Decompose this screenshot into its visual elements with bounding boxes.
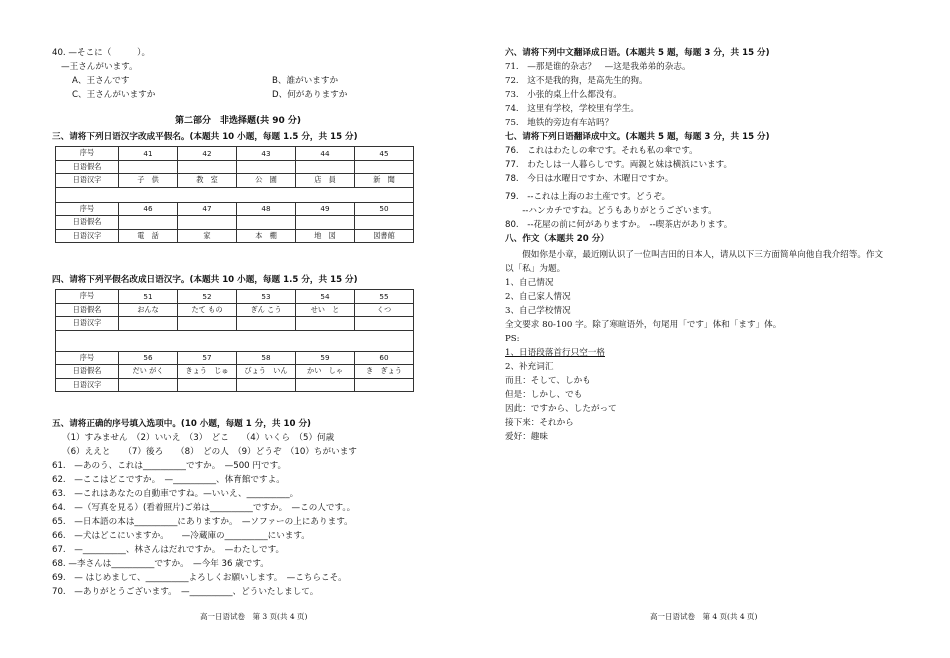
kana-cell: ぎん こう [237,303,296,317]
essay-item-3: 3、自己学校情况 [505,306,571,316]
essay-prompt-line2: 以「私」为题。 [505,264,566,274]
vocab-therefore: 因此：ですから、したがって [505,404,617,414]
question-76: 76. これはわたしの傘です。それも私の傘です。 [505,146,698,156]
question-number: 54 [296,290,355,304]
sec3-title: 三、请将下列日语汉字改成平假名。(本题共 10 小题，每题 1.5 分，共 15 分) [52,132,358,142]
row-label: 日语假名 [56,216,119,230]
answer-cell[interactable] [178,160,237,174]
question-number: 44 [296,147,355,161]
vocab-and: 而且：そして、しかも [505,376,591,386]
ps-label: PS: [505,334,520,344]
ps-note-1 [505,347,605,359]
question-79-line1: 79. --これは上海のお土産です。どうぞ。 [505,192,671,202]
question-64: 64. —（写真を見る）(看着照片)ご弟は__________ですか。 —この人です。。 [52,503,356,513]
question-78: 78. 今日は水曜日ですか、木曜日ですか。 [505,174,674,184]
question-number: 41 [119,147,178,161]
essay-prompt-line1: 假如你是小章，最近刚认识了一位叫吉田的日本人，请从以下三方面简单向他自我介绍等。作文 [505,250,884,260]
question-number: 46 [119,202,178,216]
row-label: 序号 [56,202,119,216]
question-66: 66. —犬はどこにいますか。 —冷蔵庫の__________にいます。 [52,531,310,541]
question-number: 53 [237,290,296,304]
row-label: 序号 [56,290,119,304]
answer-cell[interactable] [178,378,237,392]
sec5-options-2: （6）ええと （7）後ろ （8） どの人 （9）どうぞ （10）ちがいます [62,447,357,457]
answer-cell[interactable] [296,317,355,331]
answer-cell[interactable] [237,216,296,230]
essay-requirement: 全文要求 80-100 字。除了寒暄语外，句尾用「です」体和「ます」体。 [505,320,782,330]
answer-cell[interactable] [355,378,414,392]
kanji-cell: 教 室 [178,174,237,188]
vocab-next: 接下来：それから [505,418,574,428]
vocab-hobby: 爱好：趣味 [505,432,548,442]
question-number: 43 [237,147,296,161]
sec5-options-1: （1）すみません （2）いいえ （3） どこ （4）いくら （5）何歳 [62,433,335,443]
question-number: 52 [178,290,237,304]
kanji-cell: 電 話 [119,229,178,243]
sec5-title: 五、请将正确的序号填入选项中。(10 小题，每题 1 分，共 10 分) [52,419,311,429]
kanji-cell: 図書館 [355,229,414,243]
q40-option-a: A、王さんです [72,76,130,86]
part2-title: 第二部分 非选择题(共 90 分) [175,116,302,126]
kana-cell: たて もの [178,303,237,317]
question-number: 57 [178,351,237,365]
row-label: 日语汉字 [56,229,119,243]
question-62: 62. —ここはどこですか。 —__________、体育館ですよ。 [52,475,285,485]
answer-cell[interactable] [237,378,296,392]
question-number: 50 [355,202,414,216]
question-65: 65. —日本語の本は__________にありますか。 —ソファーの上にあります。 [52,517,353,527]
question-number: 45 [355,147,414,161]
row-label: 日语汉字 [56,317,119,331]
essay-item-1: 1、自己情况 [505,278,554,288]
row-label: 序号 [56,351,119,365]
answer-cell[interactable] [178,317,237,331]
ps-note-1-text: 1、日语段落首行只空一格 [505,348,605,358]
sec6-title: 六、请将下列中文翻译成日语。(本题共 5 题，每题 3 分，共 15 分) [505,48,770,58]
answer-cell[interactable] [355,160,414,174]
question-number: 42 [178,147,237,161]
question-number: 49 [296,202,355,216]
q40-option-c: C、王さんがいますか [72,90,156,100]
kanji-cell: 子 供 [119,174,178,188]
kanji-cell: 地 図 [296,229,355,243]
kana-cell: びょう いん [237,365,296,379]
question-72: 72. 这不是我的狗，是高先生的狗。 [505,76,648,86]
question-68: 68. —李さんは__________ですか。 —今年 36 歳です。 [52,559,269,569]
answer-cell[interactable] [119,160,178,174]
sec4-title: 四、请将下列平假名改成日语汉字。(本题共 10 小题，每题 1.5 分，共 15 分) [52,275,358,285]
row-label: 日语汉字 [56,378,119,392]
question-number: 48 [237,202,296,216]
question-63: 63. —これはあなたの自動車ですね。—いいえ、__________。 [52,489,299,499]
row-label: 序号 [56,147,119,161]
exam-page-4 [475,0,950,658]
q40-option-d: D、何がありますか [272,90,348,100]
row-label: 日语汉字 [56,174,119,188]
question-70: 70. —ありがとうございます。 —__________、どういたしまして。 [52,587,319,597]
row-label: 日语假名 [56,160,119,174]
q40-option-b: B、誰がいますか [272,76,339,86]
answer-cell[interactable] [237,160,296,174]
kana-cell: だい がく [119,365,178,379]
ps-note-2: 2、补充词汇 [505,362,554,372]
question-67: 67. —__________、林さんはだれですか。 —わたしです。 [52,545,285,555]
question-number: 59 [296,351,355,365]
sec7-title: 七、请将下列日语翻译成中文。(本题共 5 题，每题 3 分，共 15 分) [505,132,770,142]
kanji-cell: 新 聞 [355,174,414,188]
kanji-cell: 家 [178,229,237,243]
question-77: 77. わたしは一人暮らしです。両親と妹は横浜にいます。 [505,160,733,170]
essay-item-2: 2、自己家人情况 [505,292,571,302]
answer-cell[interactable] [119,317,178,331]
question-75: 75. 地铁的旁边有车站吗？ [505,118,614,128]
page-footer: 高一日语试卷 第 4 页(共 4 页) [650,612,758,621]
question-number: 58 [237,351,296,365]
question-number: 51 [119,290,178,304]
answer-cell[interactable] [296,216,355,230]
kana-cell: くつ [355,303,414,317]
kanji-cell: 本 棚 [237,229,296,243]
sec3-table [55,146,414,243]
kana-cell: せい と [296,303,355,317]
question-79-line2: --ハンカチですね。どうもありがとうございます。 [505,206,717,216]
question-number: 60 [355,351,414,365]
answer-cell[interactable] [119,378,178,392]
answer-cell[interactable] [355,216,414,230]
row-label: 日语假名 [56,365,119,379]
question-73: 73. 小张的桌上什么都没有。 [505,90,622,100]
kanji-cell: 店 員 [296,174,355,188]
row-label: 日语假名 [56,303,119,317]
question-number: 55 [355,290,414,304]
vocab-but: 但是：しかし、でも [505,390,583,400]
question-61: 61. —あのう、これは__________ですか。 —500 円です。 [52,461,287,471]
kana-cell: かい しゃ [296,365,355,379]
kana-cell: きょう じゅ [178,365,237,379]
question-80: 80. --花屋の前に何がありますか。 --喫茶店があります。 [505,220,733,230]
question-number: 56 [119,351,178,365]
kanji-cell: 公 園 [237,174,296,188]
answer-cell[interactable] [296,160,355,174]
question-71: 71. —那是谁的杂志？ —这是我弟弟的杂志。 [505,62,691,72]
answer-cell[interactable] [296,378,355,392]
question-69: 69. — はじめまして、__________よろしくお願いします。 —こちらこそ。 [52,573,347,583]
answer-cell[interactable] [119,216,178,230]
q40-line2: —王さんがいます。 [61,62,138,72]
page-footer: 高一日语试卷 第 3 页(共 4 页) [200,612,308,621]
kana-cell: おんな [119,303,178,317]
answer-cell[interactable] [178,216,237,230]
question-number: 47 [178,202,237,216]
sec4-table [55,289,414,392]
q40-stem: 40. —そこに（ ）。 [52,48,151,58]
sec8-title: 八、作文（本题共 20 分） [505,234,609,244]
answer-cell[interactable] [355,317,414,331]
question-74: 74. 这里有学校，学校里有学生。 [505,104,639,114]
answer-cell[interactable] [237,317,296,331]
kana-cell: き ぎょう [355,365,414,379]
